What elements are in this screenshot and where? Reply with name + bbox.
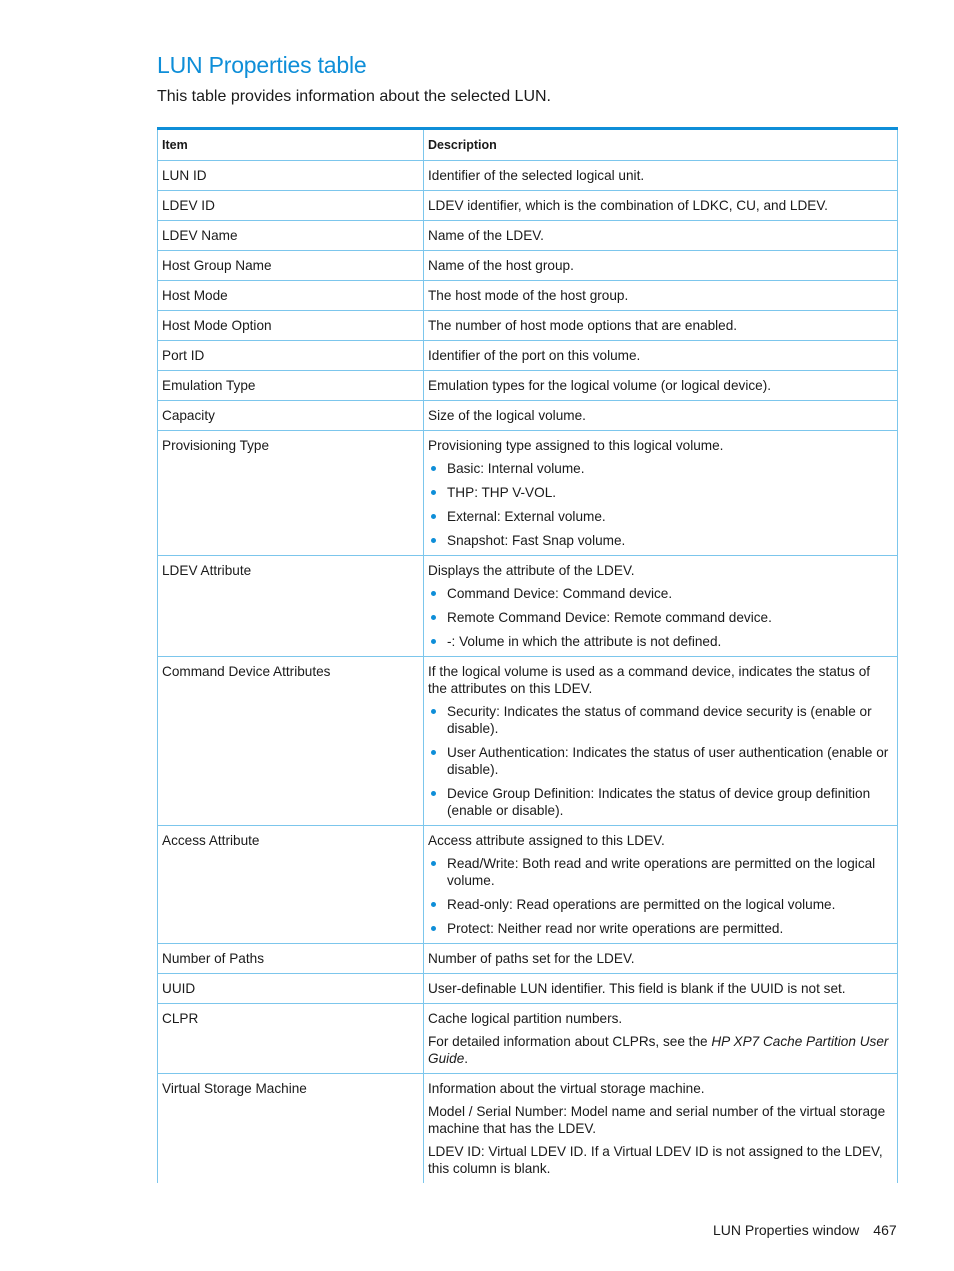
description-text: The number of host mode options that are enabled. <box>428 318 738 333</box>
item-cell: Provisioning Type <box>158 431 424 556</box>
description-cell <box>424 556 898 657</box>
table-row <box>158 1074 898 1184</box>
description-cell <box>424 974 898 1004</box>
table-row <box>158 657 898 826</box>
bullet-text: Remote Command Device: Remote command device. <box>447 610 772 625</box>
bullet-dot-icon <box>431 926 436 931</box>
item-cell: Host Group Name <box>158 251 424 281</box>
bullet-item <box>428 633 892 650</box>
description-cell <box>424 191 898 221</box>
bullet-dot-icon <box>431 466 436 471</box>
item-cell: LDEV ID <box>158 191 424 221</box>
page-footer <box>713 1222 897 1238</box>
bullet-text: User Authentication: Indicates the status of user authentication (enable or disable). <box>447 745 889 777</box>
bullet-item <box>428 460 892 477</box>
bullet-list <box>428 703 892 819</box>
reference-suffix: . <box>464 1051 469 1066</box>
item-cell: Capacity <box>158 401 424 431</box>
description-cell <box>424 401 898 431</box>
description-cell <box>424 251 898 281</box>
bullet-item <box>428 532 892 549</box>
item-cell: LUN ID <box>158 161 424 191</box>
bullet-item <box>428 855 892 889</box>
bullet-dot-icon <box>431 615 436 620</box>
footer-section-label: LUN Properties window <box>713 1222 860 1238</box>
item-cell: Emulation Type <box>158 371 424 401</box>
description-text: Name of the host group. <box>428 258 574 273</box>
item-cell: Port ID <box>158 341 424 371</box>
page-number: 467 <box>873 1222 897 1238</box>
lun-properties-table <box>157 127 898 1183</box>
bullet-dot-icon <box>431 861 436 866</box>
table-row <box>158 371 898 401</box>
description-cell <box>424 341 898 371</box>
bullet-list <box>428 460 892 549</box>
description-cell <box>424 431 898 556</box>
bullet-dot-icon <box>431 490 436 495</box>
bullet-list <box>428 585 892 650</box>
intro-text: This table provides information about the selected LUN. <box>157 88 551 105</box>
table-row <box>158 974 898 1004</box>
bullet-item <box>428 508 892 525</box>
bullet-dot-icon <box>431 538 436 543</box>
item-cell: CLPR <box>158 1004 424 1074</box>
item-cell: Virtual Storage Machine <box>158 1074 424 1184</box>
table-row <box>158 1004 898 1074</box>
description-cell <box>424 826 898 944</box>
bullet-text: -: Volume in which the attribute is not defined. <box>447 634 722 649</box>
item-cell: LDEV Attribute <box>158 556 424 657</box>
bullet-dot-icon <box>431 591 436 596</box>
table-row <box>158 401 898 431</box>
table-row <box>158 191 898 221</box>
description-text: Displays the attribute of the LDEV. <box>428 563 635 578</box>
description-text: LDEV ID: Virtual LDEV ID. If a Virtual LDEV ID is not assigned to the LDEV, this column is blank. <box>428 1144 883 1176</box>
bullet-dot-icon <box>431 902 436 907</box>
bullet-item <box>428 703 892 737</box>
description-cell <box>424 944 898 974</box>
table-row <box>158 311 898 341</box>
bullet-text: Security: Indicates the status of command device security is (enable or disable). <box>447 704 872 736</box>
bullet-item <box>428 585 892 602</box>
description-cell <box>424 1074 898 1184</box>
table-row <box>158 221 898 251</box>
bullet-item <box>428 896 892 913</box>
description-cell <box>424 281 898 311</box>
table-row <box>158 826 898 944</box>
description-cell <box>424 657 898 826</box>
table-header-row <box>158 129 898 161</box>
description-text: If the logical volume is used as a command device, indicates the status of the attributes on this LDEV. <box>428 664 871 696</box>
bullet-text: Read-only: Read operations are permitted on the logical volume. <box>447 897 836 912</box>
reference-guide-title: HP XP7 Cache Partition User Guide <box>428 1034 889 1066</box>
description-text: Identifier of the port on this volume. <box>428 348 641 363</box>
reference-text <box>428 1033 892 1067</box>
description-cell <box>424 371 898 401</box>
bullet-text: THP: THP V-VOL. <box>447 485 557 500</box>
page-title: LUN Properties table <box>157 52 367 78</box>
description-text: Cache logical partition numbers. <box>428 1011 623 1026</box>
description-text: Identifier of the selected logical unit. <box>428 168 645 183</box>
bullet-dot-icon <box>431 709 436 714</box>
item-cell: Command Device Attributes <box>158 657 424 826</box>
table-row <box>158 251 898 281</box>
description-text: Number of paths set for the LDEV. <box>428 951 635 966</box>
item-cell: Host Mode <box>158 281 424 311</box>
bullet-dot-icon <box>431 750 436 755</box>
table-row <box>158 431 898 556</box>
description-text: Information about the virtual storage machine. <box>428 1081 705 1096</box>
bullet-text: Basic: Internal volume. <box>447 461 585 476</box>
table-row <box>158 944 898 974</box>
column-header-description: Description <box>424 129 898 161</box>
bullet-dot-icon <box>431 639 436 644</box>
bullet-dot-icon <box>431 514 436 519</box>
description-text: User-definable LUN identifier. This field is blank if the UUID is not set. <box>428 981 846 996</box>
bullet-item <box>428 744 892 778</box>
bullet-text: Read/Write: Both read and write operations are permitted on the logical volume. <box>447 856 876 888</box>
item-cell: Host Mode Option <box>158 311 424 341</box>
description-text: Size of the logical volume. <box>428 408 586 423</box>
bullet-text: External: External volume. <box>447 509 606 524</box>
description-text: Emulation types for the logical volume (or logical device). <box>428 378 772 393</box>
bullet-text: Device Group Definition: Indicates the status of device group definition (enable or disable). <box>447 786 871 818</box>
description-text: The host mode of the host group. <box>428 288 629 303</box>
bullet-item <box>428 920 892 937</box>
bullet-text: Command Device: Command device. <box>447 586 673 601</box>
description-cell <box>424 311 898 341</box>
item-cell: Access Attribute <box>158 826 424 944</box>
table-row <box>158 281 898 311</box>
description-cell <box>424 161 898 191</box>
description-text: Model / Serial Number: Model name and serial number of the virtual storage machine that has the LDEV. <box>428 1104 886 1136</box>
description-cell <box>424 221 898 251</box>
bullet-item <box>428 484 892 501</box>
bullet-text: Protect: Neither read nor write operations are permitted. <box>447 921 784 936</box>
table-row <box>158 556 898 657</box>
description-cell <box>424 1004 898 1074</box>
bullet-item <box>428 609 892 626</box>
description-text: LDEV identifier, which is the combination of LDKC, CU, and LDEV. <box>428 198 828 213</box>
table-row <box>158 341 898 371</box>
item-cell: UUID <box>158 974 424 1004</box>
bullet-text: Snapshot: Fast Snap volume. <box>447 533 626 548</box>
item-cell: Number of Paths <box>158 944 424 974</box>
description-text: Access attribute assigned to this LDEV. <box>428 833 665 848</box>
bullet-dot-icon <box>431 791 436 796</box>
item-cell: LDEV Name <box>158 221 424 251</box>
table-row <box>158 161 898 191</box>
table-body <box>158 161 898 1184</box>
bullet-list <box>428 855 892 937</box>
column-header-item: Item <box>158 129 424 161</box>
description-text: Provisioning type assigned to this logical volume. <box>428 438 724 453</box>
reference-prefix: For detailed information about CLPRs, see the <box>428 1034 712 1049</box>
bullet-item <box>428 785 892 819</box>
description-text: Name of the LDEV. <box>428 228 544 243</box>
